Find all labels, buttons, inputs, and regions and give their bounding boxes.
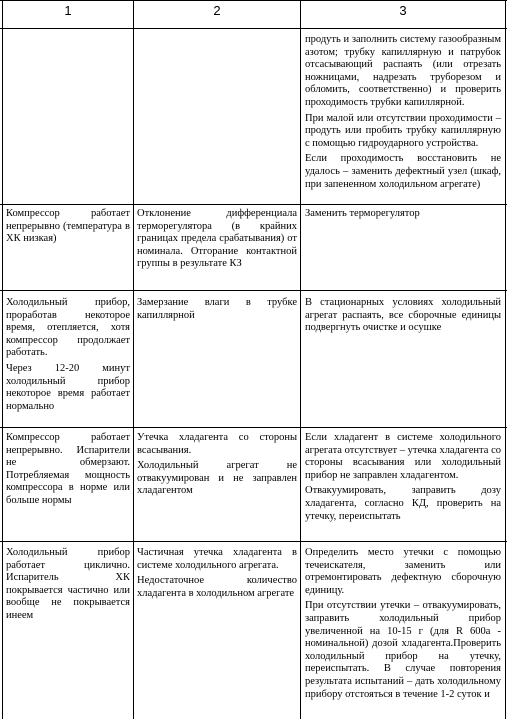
row-divider-4 (0, 541, 507, 542)
row-0-col-3 (305, 34, 501, 194)
row-4-col-2-para-2: Недостаточное количество хладагента в холодильном агрегате (137, 575, 297, 599)
row-3-col-2-para-2: Холодильный агрегат не отвакуумирован и не заправлен хладагентом (137, 460, 297, 497)
row-3-col-1-para-1: Компрессор работает непрерывно. Испарители не обмерзают. Потребляемая мощность компрессора в норме или больше нормы (6, 432, 130, 506)
row-1-col-1-para-1: Компрессор работает непрерывно (температура в ХК низкая) (6, 208, 130, 245)
row-divider-1 (0, 204, 507, 205)
column-divider-1 (133, 0, 134, 719)
row-2-col-1-para-1: Холодильный прибор, проработав некоторое время, отепляется, хотя компрессор продолжает работать. (6, 297, 130, 359)
header-col-2: 2 (213, 3, 221, 18)
row-2-col-3-para-1: В стационарных условиях холодильный агрегат распаять, все сборочные единицы подвергнуть очистке и осушке (305, 297, 501, 334)
table-border-left (2, 0, 3, 719)
header-divider (0, 28, 507, 29)
header-col-1: 1 (64, 3, 72, 18)
row-0-col-3-para-2: При малой или отсутствии проходимости – продуть или пробить трубку капиллярную с помощью гидроударного устройства. (305, 112, 501, 149)
row-1-col-2-para-1: Отклонение дифференциала терморегулятора (в крайних границах предела срабатывания) от номинала. Отгорание контактной группы в результате КЗ (137, 208, 297, 270)
row-4-col-3 (305, 547, 501, 704)
row-divider-3 (0, 427, 507, 428)
row-1-col-3 (305, 208, 501, 224)
row-divider-2 (0, 290, 507, 291)
row-0-col-3-para-1: продуть и заполнить систему газообразным азотом; трубку капиллярную и патрубок отсасывающий распаять (или отрезать ножницами, надрезать труборезом и обломить, соответственно) и проверить проходимость трубки капиллярной. (305, 34, 501, 108)
row-2-col-2 (137, 297, 297, 325)
row-3-col-3-para-2: Отвакуумировать, заправить дозу хладагента, согласно КД, проверить на утечку, переиспытать (305, 485, 501, 522)
row-4-col-3-para-2: При отсутствии утечки – отвакуумировать, заправить холодильный прибор увеличенной на 10-15 г (для R 600а - номинальной) дозой хладагента.Проверить холодильный прибор на утечку, переиспытать. В случае повторения результата испытаний – дать холодильному прибору отстояться в течение 1-2 суток и (305, 600, 501, 700)
row-2-col-2-para-1: Замерзание влаги в трубке капиллярной (137, 297, 297, 321)
row-4-col-1-para-1: Холодильный прибор работает циклично. Испаритель ХК покрывается частично или вообще не покрывается инеем (6, 547, 130, 621)
row-3-col-2-para-1: Утечка хладагента со стороны всасывания. (137, 432, 297, 456)
table-border-top (0, 0, 507, 1)
row-2-col-1-para-2: Через 12-20 минут холодильный прибор некоторое время работает нормально (6, 362, 130, 412)
row-3-col-3 (305, 432, 501, 526)
row-1-col-3-para-1: Заменить терморегулятор (305, 208, 420, 219)
row-2-col-1 (6, 297, 130, 416)
row-4-col-2 (137, 547, 297, 603)
row-3-col-3-para-1: Если хладагент в системе холодильного агрегата отсутствует – утечка хладагента со стороны всасывания или холодильный прибор не заправлен хладагентом. (305, 432, 501, 481)
row-3-col-2 (137, 432, 297, 501)
row-3-col-1 (6, 432, 130, 511)
row-1-col-2 (137, 208, 297, 274)
row-4-col-2-para-1: Частичная утечка хладагента в системе холодильного агрегата. (137, 547, 297, 571)
row-1-col-1 (6, 208, 130, 249)
row-4-col-3-para-1: Определить место утечки с помощью течеискателя, заменить или отремонтировать дефектную сборочную единицу. (305, 547, 501, 596)
row-4-col-1 (6, 547, 130, 626)
row-0-col-3-para-3: Если проходимость восстановить не удалось – заменить дефектный узел (шкаф, при запененном холодильном агрегате) (305, 153, 501, 190)
table-border-right (505, 0, 506, 719)
row-2-col-3 (305, 297, 501, 338)
column-divider-2 (300, 0, 301, 719)
header-col-3: 3 (399, 3, 407, 18)
